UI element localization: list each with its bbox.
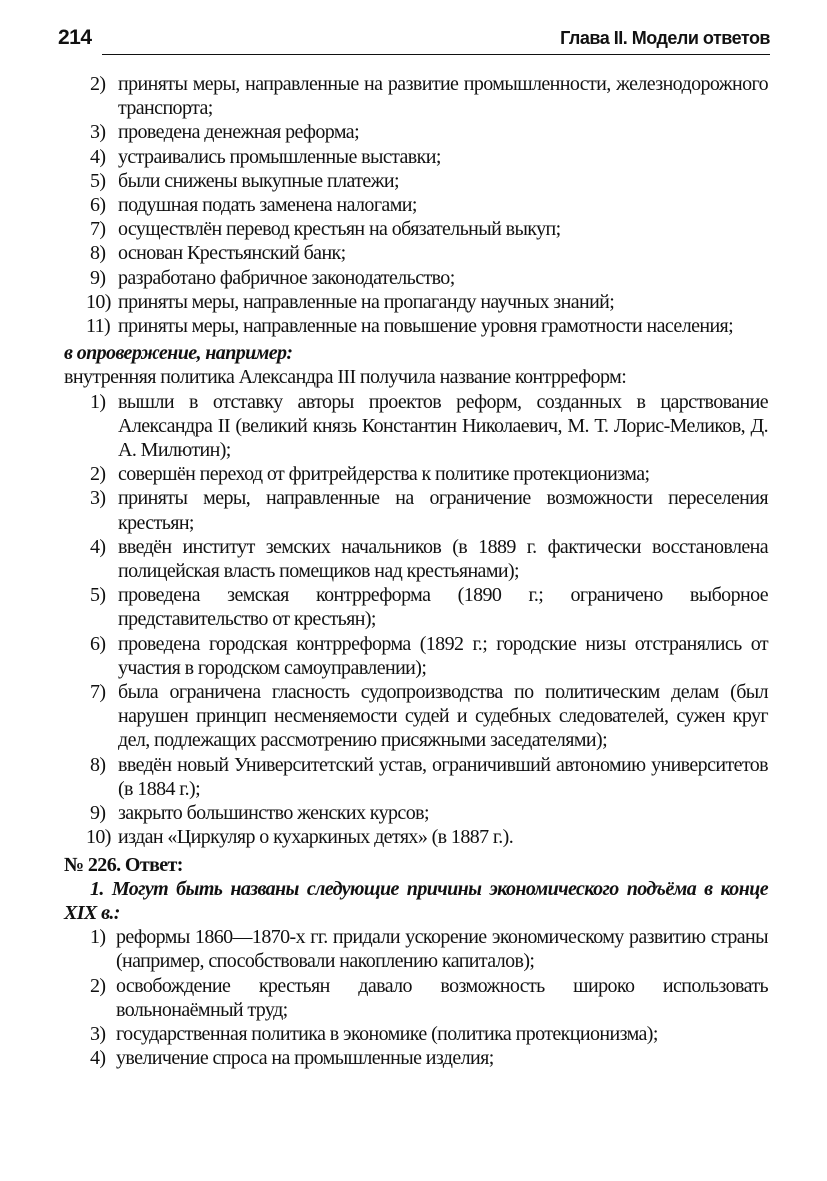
list-item-number: 7): [90, 218, 106, 241]
list-item: [90, 801, 768, 825]
list-item-text: введён институт земских начальников (в 1889 г. фактически восстановлена полицейская власть помещиков над крестьянами);: [118, 535, 768, 583]
list-item: [90, 680, 768, 753]
answer-subheading: [64, 877, 768, 925]
list-measures: [86, 72, 768, 338]
list-item-text: приняты меры, направленные на пропаганду научных знаний;: [118, 290, 615, 313]
list-item: [86, 290, 768, 314]
running-head: Глава II. Модели ответов: [560, 28, 770, 48]
list-item-number: 2): [90, 974, 106, 997]
list-counter-reforms: [86, 390, 768, 850]
answer-subheading-text: 1. Могут быть названы следующие причины экономического подъёма в конце XIX в.:: [64, 877, 768, 924]
header-rule: [102, 54, 770, 55]
refutation-intro: внутренняя политика Александра III получила название контрреформ:: [64, 366, 627, 389]
list-item: [90, 974, 768, 1022]
list-item-text: реформы 1860—1870-х гг. придали ускорение экономическому развитию страны (например, способствовали накоплению капиталов);: [116, 926, 768, 973]
list-item-number: 1): [90, 926, 106, 949]
list-item-number: 9): [90, 266, 106, 289]
list-item-number: 3): [90, 121, 106, 144]
list-item-number: 5): [90, 584, 106, 607]
list-item-number: 4): [90, 535, 106, 558]
problem-title: № 226. Ответ:: [64, 853, 183, 876]
list-item-text: была ограничена гласность судопроизводства по политическим делам (был нарушен принцип несменяемости судей и судебных следователей, сужен круг дел, подлежащих рассмотрению присяжными заседателями);: [118, 681, 768, 752]
list-item-text: приняты меры, направленные на повышение уровня грамотности населения;: [118, 315, 734, 338]
list-item-text: государственная политика в экономике (политика протекционизма);: [116, 1022, 658, 1045]
list-item-text: приняты меры, направленные на развитие промышленности, железнодорожного транспорта;: [118, 73, 768, 120]
list-item-number: 6): [90, 194, 106, 217]
list-item: [90, 169, 768, 193]
list-item-text: проведена городская контрреформа (1892 г.; городские низы отстранялись от участия в городском самоуправлении);: [118, 632, 768, 679]
list-item-number: 8): [90, 753, 106, 776]
list-item: [90, 535, 768, 583]
list-item-number: 7): [90, 681, 106, 704]
list-item-text: приняты меры, направленные на ограничение возможности переселения крестьян;: [118, 487, 768, 534]
list-item-text: осуществлён перевод крестьян на обязательный выкуп;: [118, 218, 561, 241]
list-item-text: проведена земская контрреформа (1890 г.; ограничено выборное представительство от крестьян);: [118, 584, 768, 631]
list-item: [90, 753, 768, 801]
list-item-text: освобождение крестьян давало возможность широко использовать вольнонаёмный труд;: [116, 974, 768, 1021]
list-item-number: 3): [90, 1022, 106, 1045]
list-item: [90, 72, 768, 120]
list-item-text: устраивались промышленные выставки;: [118, 145, 441, 168]
list-item: [90, 583, 768, 631]
list-item-text: разработано фабричное законодательство;: [118, 266, 455, 289]
list-item: [90, 632, 768, 680]
page-number: 214: [58, 26, 92, 49]
list-item: [90, 120, 768, 144]
list-item-text: вышли в отставку авторы проектов реформ, созданных в царствование Александра II (великий князь Константин Николаевич, М. Т. Лорис-Меликов, Д. А. Милютин);: [118, 390, 768, 462]
list-item-number: 2): [90, 463, 106, 486]
list-item-text: были снижены выкупные платежи;: [118, 169, 399, 192]
list-item-number: 3): [90, 487, 106, 510]
list-item-text: введён новый Университетский устав, ограничивший автономию университетов (в 1884 г.);: [118, 753, 768, 800]
list-item-number: 10): [86, 826, 111, 849]
list-item: [90, 486, 768, 534]
list-economic-causes: [90, 925, 768, 1070]
list-item-number: 6): [90, 632, 106, 655]
list-item: [90, 462, 768, 486]
list-item-number: 5): [90, 169, 106, 192]
list-item: [90, 1046, 768, 1070]
list-item: [86, 825, 768, 849]
list-item-text: подушная подать заменена налогами;: [118, 194, 417, 217]
list-item-number: 2): [90, 73, 106, 95]
list-item: [90, 1022, 768, 1046]
list-item: [90, 241, 768, 265]
list-item-number: 4): [90, 1047, 106, 1070]
list-item-number: 10): [86, 290, 111, 313]
list-item-number: 4): [90, 145, 106, 168]
list-item-text: издан «Циркуляр о кухаркиных детях» (в 1887 г.).: [118, 826, 514, 849]
list-item: [90, 193, 768, 217]
list-item-number: 11): [86, 315, 111, 338]
list-item-text: проведена денежная реформа;: [118, 121, 360, 144]
page-body: [64, 72, 768, 1070]
list-item: [90, 217, 768, 241]
list-item-text: основан Крестьянский банк;: [118, 242, 346, 265]
list-item-number: 9): [90, 802, 106, 825]
list-item-text: увеличение спроса на промышленные изделия;: [116, 1047, 494, 1070]
refutation-heading: в опровержение, например:: [64, 342, 293, 365]
page-header: [58, 26, 770, 58]
list-item: [90, 266, 768, 290]
list-item-text: совершён переход от фритрейдерства к политике протекционизма;: [118, 463, 650, 486]
list-item: [90, 925, 768, 973]
list-item-number: 1): [90, 390, 106, 413]
list-item: [86, 314, 768, 338]
list-item-text: закрыто большинство женских курсов;: [118, 802, 429, 825]
list-item: [90, 390, 768, 463]
list-item: [90, 145, 768, 169]
list-item-number: 8): [90, 242, 106, 265]
